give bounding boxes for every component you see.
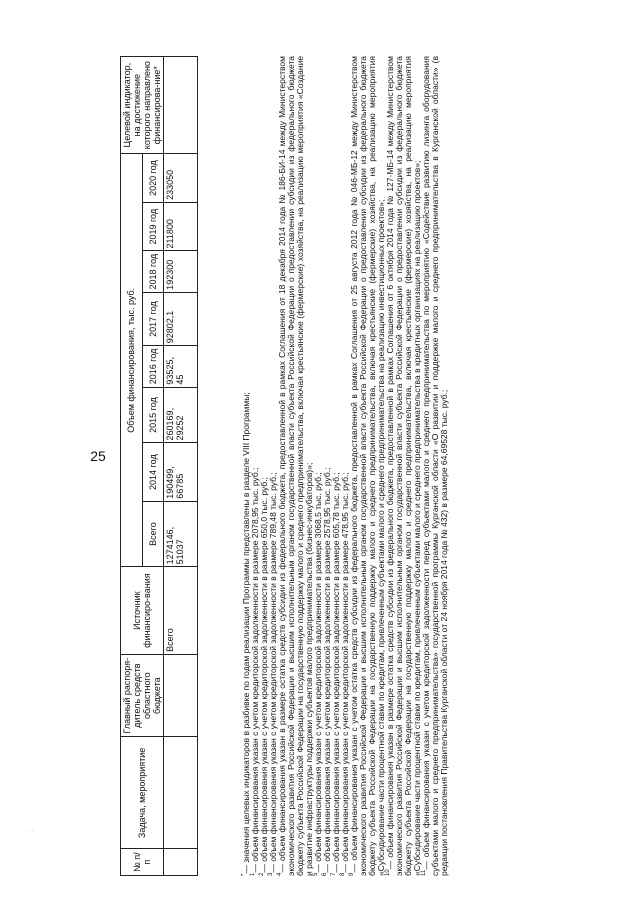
footnote-text: — объем финансирования указан с учетом кредиторской задолженности в размере 3068,5 тыс. руб.; — [313, 472, 323, 873]
header-year: 2017 год — [142, 292, 164, 345]
cell-value: 211800 — [164, 202, 198, 251]
footnote-mark: 5 — [313, 872, 320, 876]
cell-source: Всего — [164, 567, 198, 654]
footnote — [278, 56, 314, 876]
cell-value: 260169, 29252 — [164, 387, 198, 443]
header-year: 2020 год — [142, 154, 164, 203]
table-row — [164, 57, 198, 876]
cell-value: 233050 — [164, 154, 198, 203]
footnote — [422, 56, 449, 876]
cell-total: 1274146, 51037 — [164, 501, 198, 567]
corner-mark: . . — [26, 826, 35, 833]
header-target: Целевой индикатор, на достижение которого направлено финансирова-ние* — [121, 57, 164, 154]
footnote-text: — объем финансирования указан с учетом кредиторской задолженности в размере 789,48 тыс. руб.; — [268, 472, 278, 873]
footnote-mark: 10 — [385, 869, 392, 876]
cell-empty — [164, 57, 198, 154]
header-year: 2014 год — [142, 443, 164, 501]
footnote-text: — объем финансирования указан с учетом кредиторской задолженности в размере 2578,95 тыс. руб.; — [322, 467, 332, 873]
footnote-text: — значения целевых индикаторов в разбивке по годам реализации Программы представлены в разделе VIII Программы; — [241, 392, 251, 874]
header-admin: Главный распоря-дитель средств областного бюджета — [121, 654, 164, 737]
cell-value: 92802,1 — [164, 292, 198, 345]
footnote-text: — объем финансирования указан с учетом кредиторской задолженности в размере 650,0 тыс. руб.; — [259, 477, 269, 873]
footnote — [350, 56, 386, 876]
cell-empty — [164, 849, 198, 876]
footnote-text: — объем финансирования указан в размере остатка средств субсидии из федерального бюджета, предоставленной в рамках Соглашения от 6 октября 2014 года № 127-МБ-14 между Министерством экономического развития Российской Федерации и высшим исполнительным органом государственной власти субъекта Российской Федерации о предоставлении субсидии из федерального бюджета бюджету субъекта Российской Федерации на государственную поддержку малого и среднего предпринимательства, включая крестьянские (фермерские) хозяйства, на реализацию мероприятия «Субсидирование части процентной ставки по кредитам, привлеченным субъектами малого и среднего предпринимательства в кредитных организациях на реализацию проектов»; — [385, 56, 422, 876]
header-year: 2018 год — [142, 251, 164, 292]
footnote-mark: * — [241, 873, 248, 876]
cell-empty — [164, 737, 198, 849]
footnote-mark: 3 — [268, 872, 275, 876]
header-total: Всего — [142, 501, 164, 567]
footnotes — [242, 56, 449, 876]
header-source: Источник финансиро-вания — [121, 567, 164, 654]
footnote-text: — объем финансирования указан с учетом кредиторской задолженности в размере 605,78 тыс. руб.; — [331, 472, 341, 873]
header-year: 2015 год — [142, 387, 164, 443]
cell-value: 190499, 66785 — [164, 443, 198, 501]
cell-value: 192300 — [164, 251, 198, 292]
footnote-text: — объем финансирования указан с учетом кредиторской задолженности в размере 2078,95 тыс. руб.; — [250, 467, 260, 873]
cell-empty — [164, 654, 198, 737]
footnote-text: — объем финансирования указан с учетом кредиторской задолженности в размере 478,95 тыс. руб.; — [340, 472, 350, 873]
footnote-mark: 1 — [250, 872, 257, 876]
footnote-mark: 6 — [322, 872, 329, 876]
footnote-text: — объем финансирования указан с учетом остатка средств субсидии из федерального бюджета, предоставленной в рамках Соглашения от 25 августа 2012 года № 046-МБ-12 между Министерством экономического развития Российской Федерации и высшим исполнительным органом государственной власти субъекта Российской Федерации о предоставлении субсидии из федерального бюджета бюджету субъекта Российской Федерации на государственную поддержку малого и среднего предпринимательства, включая крестьянские (фермерские) хозяйства, на реализацию мероприятия «Субсидирование части процентной ставки по кредитам, привлеченным субъектами малого и среднего предпринимательства на реализацию инвестиционных проектов»; — [349, 56, 386, 876]
footnote-text: — объем финансирования указан в размере остатка средств субсидии из федерального бюджета, предоставленной в рамках Соглашения от 18 декабря 2014 года № 186-БИ-14 между Министерством экономического развития Российской Федерации и высшим исполнительным органом государственной власти субъекта Российской Федерации о предоставлении субсидии из федерального бюджета бюджету субъекта Российской Федерации на государственную поддержку малого и среднего предпринимательства, включая крестьянские (фермерские) хозяйства, на реализацию мероприятия «Создание и развитие инфраструктуры поддержки субъектов малого предпринимательства (бизнес-инкубаторов)»; — [277, 56, 314, 876]
footnote-mark: 11 — [421, 869, 428, 876]
footnote-mark: 9 — [349, 872, 356, 876]
header-volume: Объем финансирования, тыс. руб. — [121, 154, 143, 567]
financing-table — [120, 56, 198, 876]
footnote-mark: 8 — [340, 872, 347, 876]
footnote-mark: 4 — [277, 872, 284, 876]
header-year: 2016 год — [142, 346, 164, 387]
footnote — [386, 56, 422, 876]
footnote-text: — объем финансирования указан с учетом кредиторской задолженности перед субъектами малого и среднего предпринимательства по мероприятию «Содействие развитию лизинга оборудования субъектами малого и среднего предпринимательства» государственной программы Курганской области «О развитии и поддержке малого и среднего предпринимательства в Курганской области» (в редакции постановления Правительства Курганской области от 24 ноября 2014 года № 432) в размере 64,69528 тыс. руб.; — [421, 56, 449, 876]
cell-value: 93525, 45 — [164, 346, 198, 387]
footnote-mark: 2 — [259, 872, 266, 876]
header-task: Задача, мероприятие — [121, 737, 164, 849]
header-year: 2019 год — [142, 202, 164, 251]
rotated-page-content — [120, 56, 545, 876]
footnote-mark: 7 — [331, 872, 338, 876]
page-number: 25 — [90, 448, 106, 464]
header-num: № п/п — [121, 849, 164, 876]
